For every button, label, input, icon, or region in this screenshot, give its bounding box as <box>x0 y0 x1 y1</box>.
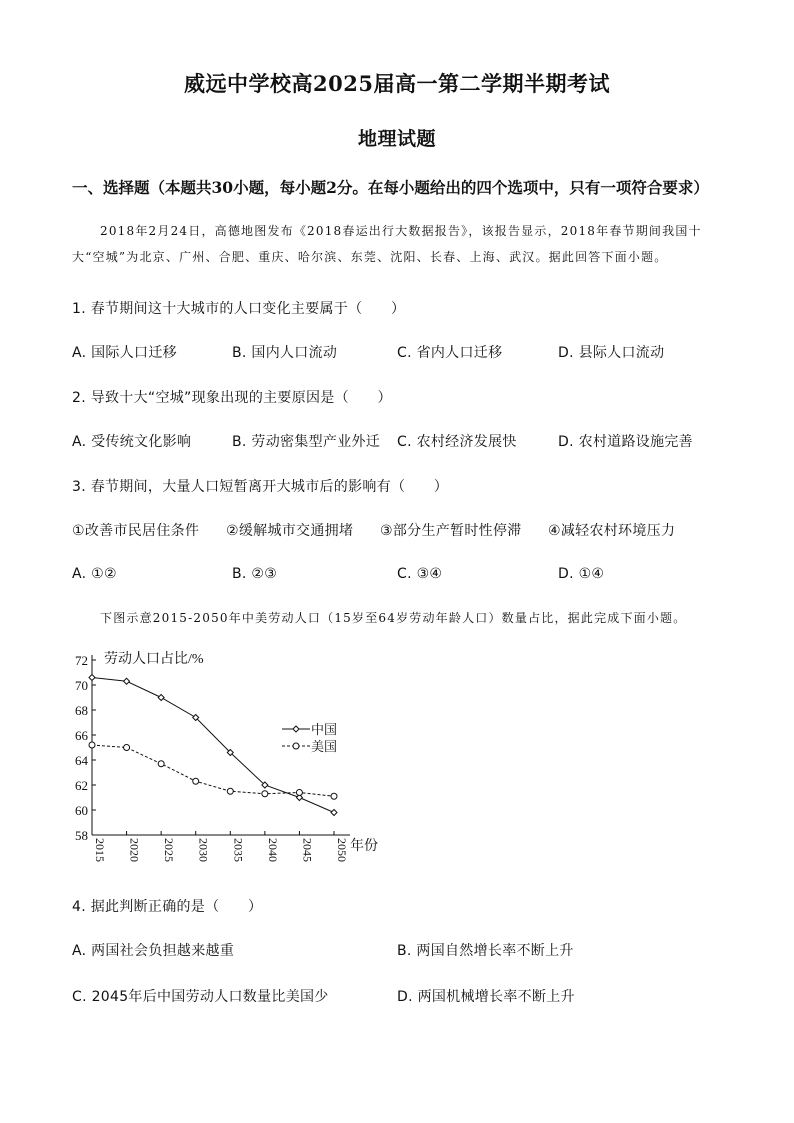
q3-statement-4: ④减轻农村环境压力 <box>548 523 676 539</box>
legend-us-marker <box>293 743 299 749</box>
q3-option-b: B. ②③ <box>232 566 278 582</box>
x-tick-label: 2020 <box>127 838 142 862</box>
q2-option-a: A. 受传统文化影响 <box>72 434 192 450</box>
q4-option-b: B. 两国自然增长率不断上升 <box>397 943 574 959</box>
data-point-us <box>227 788 233 794</box>
labor-population-chart <box>60 645 390 880</box>
data-point-china <box>331 810 337 816</box>
x-tick-label: 2030 <box>196 838 211 862</box>
x-axis-label: 年份 <box>350 839 378 854</box>
q3-statement-2: ②缓解城市交通拥堵 <box>226 523 354 539</box>
question-2-stem: 2. 导致十大“空城”现象出现的主要原因是（ ） <box>72 390 392 406</box>
question-3-stem: 3. 春节期间，大量人口短暂离开大城市后的影响有（ ） <box>72 479 449 495</box>
q2-option-c: C. 农村经济发展快 <box>397 434 517 450</box>
legend-china-marker <box>293 726 299 732</box>
data-point-china <box>158 695 164 701</box>
data-point-us <box>193 778 199 784</box>
subject-title: 地理试题 <box>357 128 436 150</box>
y-tick-label: 66 <box>75 728 88 743</box>
q3-option-c: C. ③④ <box>397 566 443 582</box>
y-tick-label: 62 <box>75 778 88 793</box>
data-point-us <box>124 745 130 751</box>
legend <box>282 722 337 754</box>
q1-option-a: A. 国际人口迁移 <box>72 345 177 361</box>
data-point-us <box>331 793 337 799</box>
question-1-stem: 1. 春节期间这十大城市的人口变化主要属于（ ） <box>72 301 406 317</box>
q3-option-a: A. ①② <box>72 566 117 582</box>
q3-option-d: D. ①④ <box>558 566 605 582</box>
data-point-china <box>124 678 130 684</box>
data-point-us <box>296 790 302 796</box>
q2-option-d: D. 农村道路设施完善 <box>558 434 693 450</box>
y-tick-label: 60 <box>75 803 88 818</box>
q4-option-a: A. 两国社会负担越来越重 <box>72 943 235 959</box>
legend-china-label: 中国 <box>311 722 338 737</box>
series-line-us <box>92 745 334 796</box>
y-tick-label: 72 <box>75 653 88 668</box>
q1-option-c: C. 省内人口迁移 <box>397 345 503 361</box>
data-point-us <box>89 742 95 748</box>
question-4-stem: 4. 据此判断正确的是（ ） <box>72 899 263 915</box>
x-tick-label: 2040 <box>265 838 280 862</box>
data-point-us <box>262 791 268 797</box>
q1-option-d: D. 县际人口流动 <box>558 345 665 361</box>
legend-us-label: 美国 <box>311 739 338 754</box>
y-tick-label: 64 <box>75 753 88 768</box>
q3-statement-1: ①改善市民居住条件 <box>72 523 200 539</box>
x-tick-label: 2025 <box>162 838 177 862</box>
passage-2: 下图示意2015-2050年中美劳动人口（15岁至64岁劳动年龄人口）数量占比，据此完成下面小题。 <box>100 611 687 625</box>
q3-statement-3: ③部分生产暂时性停滞 <box>380 523 522 539</box>
y-axis-label: 劳动人口占比/% <box>104 652 204 667</box>
y-tick-label: 58 <box>75 828 88 843</box>
q2-option-b: B. 劳动密集型产业外迁 <box>232 434 381 450</box>
q4-option-c: C. 2045年后中国劳动人口数量比美国少 <box>72 989 329 1005</box>
q4-option-d: D. 两国机械增长率不断上升 <box>397 989 575 1005</box>
exam-title: 威远中学校高2025届高一第二学期半期考试 <box>184 71 610 96</box>
section-heading: 一、选择题（本题共30小题，每小题2分。在每小题给出的四个选项中，只有一项符合要求） <box>72 178 709 197</box>
x-tick-label: 2035 <box>231 838 246 862</box>
y-tick-label: 70 <box>75 678 88 693</box>
x-tick-label: 2050 <box>335 838 349 862</box>
y-tick-label: 68 <box>75 703 88 718</box>
x-tick-label: 2015 <box>93 838 107 862</box>
x-tick-label: 2045 <box>300 838 315 862</box>
data-point-us <box>158 761 164 767</box>
passage-1: 2018年2月24日，高德地图发布《2018春运出行大数据报告》，该报告显示，2018年春节期间我国十大“空城”为北京、广州、合肥、重庆、哈尔滨、东莞、沈阳、长春、上海、武汉。据此回答下面小题。 <box>72 224 702 264</box>
q1-option-b: B. 国内人口流动 <box>232 345 338 361</box>
data-point-china <box>89 675 95 681</box>
